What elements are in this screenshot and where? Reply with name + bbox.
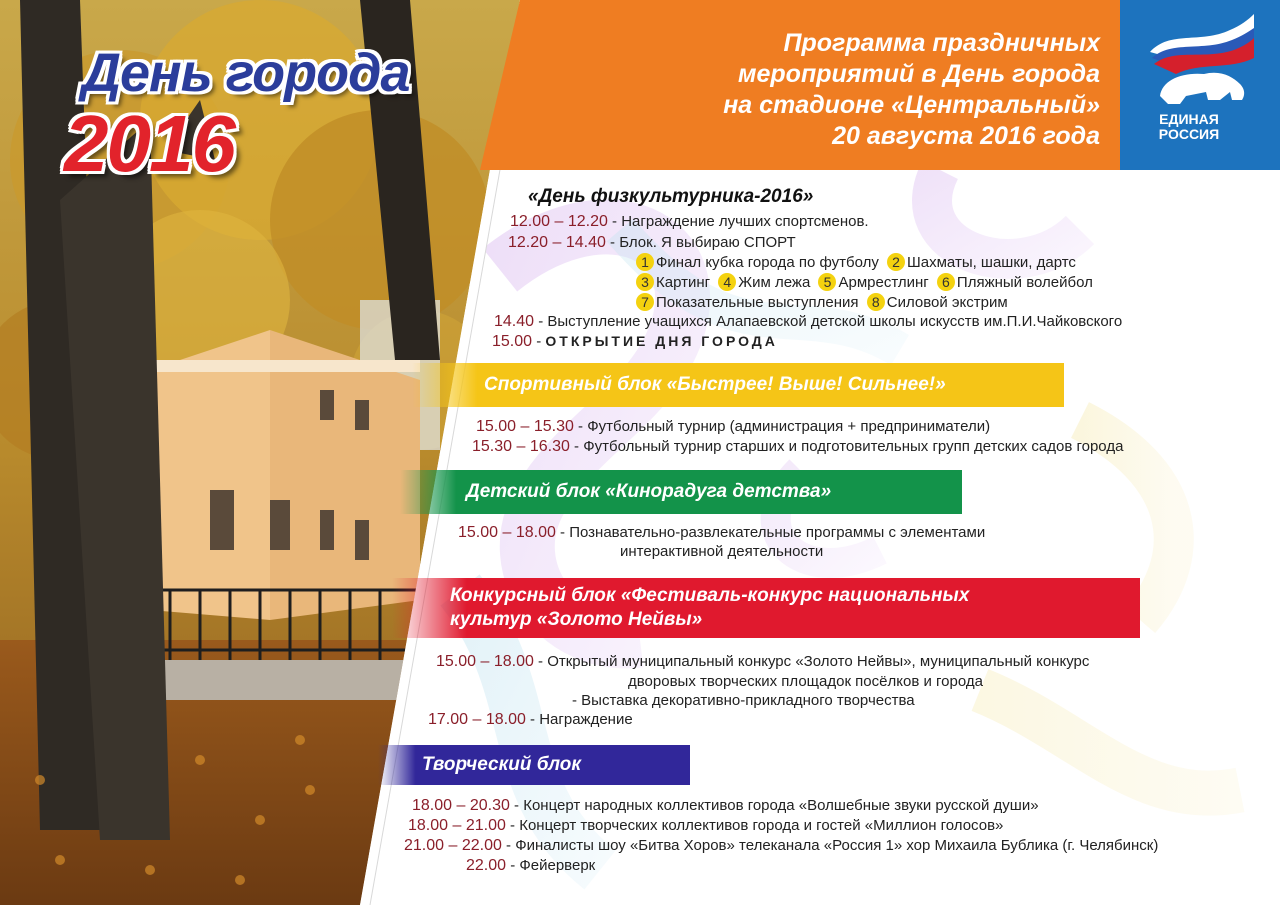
schedule-row [492, 333, 778, 351]
item-number-badge: 1 [636, 253, 654, 271]
schedule-text: - Открытый муниципальный конкурс «Золото Нейвы», муниципальный конкурс [533, 653, 1090, 670]
program-heading-line1: Программа праздничных [783, 29, 1100, 57]
item-number-badge: 7 [636, 293, 654, 311]
sport-items-row-2 [636, 273, 1093, 291]
schedule-dash: - [532, 333, 546, 350]
schedule-time: 15.30 – 16.30 [472, 438, 570, 455]
schedule-time: 12.00 – 12.20 [510, 213, 608, 230]
schedule-text: - Награждение лучших спортсменов. [607, 213, 869, 230]
section-title-kids: Детский блок «Кинорадуга детства» [466, 481, 832, 502]
sport-item-label: Шахматы, шашки, дартс [907, 254, 1076, 271]
schedule-text: - Футбольный турнир старших и подготовительных групп детских садов города [569, 438, 1124, 455]
item-number-badge: 2 [887, 253, 905, 271]
sport-item-label: Картинг [656, 274, 711, 291]
schedule-time: 18.00 – 21.00 [408, 817, 506, 834]
schedule-time: 18.00 – 20.30 [412, 797, 510, 814]
schedule-row [494, 313, 1122, 331]
item-number-badge: 5 [818, 273, 836, 291]
section-band-creative [378, 745, 690, 785]
schedule-time: 22.00 [466, 857, 507, 874]
section-title-sport: Спортивный блок «Быстрее! Выше! Сильнее!» [484, 374, 946, 395]
sport-item-label: Армрестлинг [838, 274, 929, 291]
schedule-text-continued: дворовых творческих площадок посёлков и города [628, 673, 983, 690]
schedule-text: - Выступление учащихся Алапаевской детской школы искусств им.П.И.Чайковского [534, 313, 1123, 330]
opening-ceremony-text: ОТКРЫТИЕ ДНЯ ГОРОДА [545, 333, 778, 349]
section-band-kids [400, 470, 962, 514]
section-title-creative: Творческий блок [422, 754, 582, 775]
schedule-row [428, 711, 633, 729]
schedule-text: - Концерт народных коллективов города «Волшебные звуки русской души» [509, 797, 1039, 814]
poster-title: День города [82, 43, 410, 103]
schedule-time: 14.40 [494, 313, 535, 330]
schedule-text: - Познавательно-развлекательные программы с элементами [555, 524, 986, 541]
schedule-text: - Награждение [525, 711, 633, 728]
schedule-time: 21.00 – 22.00 [404, 837, 502, 854]
schedule-time: 15.00 [492, 333, 533, 350]
schedule-time: 17.00 – 18.00 [428, 711, 526, 728]
item-number-badge: 3 [636, 273, 654, 291]
sport-item-label: Жим лежа [738, 274, 811, 291]
program-heading-line2: мероприятий в День города [738, 60, 1100, 88]
schedule-row [508, 234, 796, 252]
schedule-text: - Концерт творческих коллективов города и гостей «Миллион голосов» [505, 817, 1004, 834]
schedule-row [476, 418, 990, 436]
schedule-row [436, 653, 1089, 671]
schedule-row [404, 837, 1158, 855]
program-heading-line3: на стадионе «Центральный» [723, 91, 1100, 119]
item-number-badge: 6 [937, 273, 955, 291]
section-band-sport [412, 363, 1064, 407]
sport-item-label: Показательные выступления [656, 294, 859, 311]
logo-text [1140, 112, 1238, 142]
flag-bear-logo-icon [1120, 0, 1280, 112]
schedule-row [472, 438, 1123, 456]
section-title-contest-line2: культур «Золото Нейвы» [450, 609, 703, 630]
schedule-time: 15.00 – 18.00 [436, 653, 534, 670]
schedule-row [510, 213, 869, 231]
schedule-time: 15.00 – 18.00 [458, 524, 556, 541]
sport-item-label: Силовой экстрим [886, 294, 1008, 311]
program-heading [560, 28, 1100, 152]
schedule-row [466, 857, 595, 875]
schedule-row [458, 524, 985, 542]
poster-year: 2016 [64, 99, 234, 188]
section-title-contest-line1: Конкурсный блок «Фестиваль-конкурс национальных [450, 585, 970, 606]
item-number-badge: 8 [867, 293, 885, 311]
section-band-contest [392, 578, 1140, 638]
logo-text-line1: ЕДИНАЯ [1159, 111, 1219, 127]
schedule-text: - Блок. Я выбираю СПОРТ [605, 234, 796, 251]
item-number-badge: 4 [718, 273, 736, 291]
schedule-text: - Финалисты шоу «Битва Хоров» телеканала «Россия 1» хор Михаила Бублика (г. Челябинск) [501, 837, 1159, 854]
schedule-row [412, 797, 1039, 815]
schedule-text-continued: интерактивной деятельности [620, 543, 824, 560]
schedule-time: 12.20 – 14.40 [508, 234, 606, 251]
sport-items-row-1 [636, 253, 1076, 271]
schedule-row [408, 817, 1003, 835]
sport-item-label: Финал кубка города по футболу [656, 254, 879, 271]
sport-item-label: Пляжный волейбол [956, 274, 1093, 291]
schedule-text-continued: - Выставка декоративно-прикладного творчества [572, 692, 915, 709]
section-title-physical-culture-day: «День физкультурника-2016» [528, 186, 814, 207]
schedule-time: 15.00 – 15.30 [476, 418, 574, 435]
schedule-text: - Футбольный турнир (администрация + предприниматели) [573, 418, 991, 435]
sport-items-row-3 [636, 293, 1008, 311]
program-heading-date: 20 августа 2016 года [832, 122, 1100, 150]
schedule-text: - Фейерверк [506, 857, 596, 874]
logo-text-line2: РОССИЯ [1158, 126, 1220, 142]
united-russia-logo-panel [1120, 0, 1280, 170]
